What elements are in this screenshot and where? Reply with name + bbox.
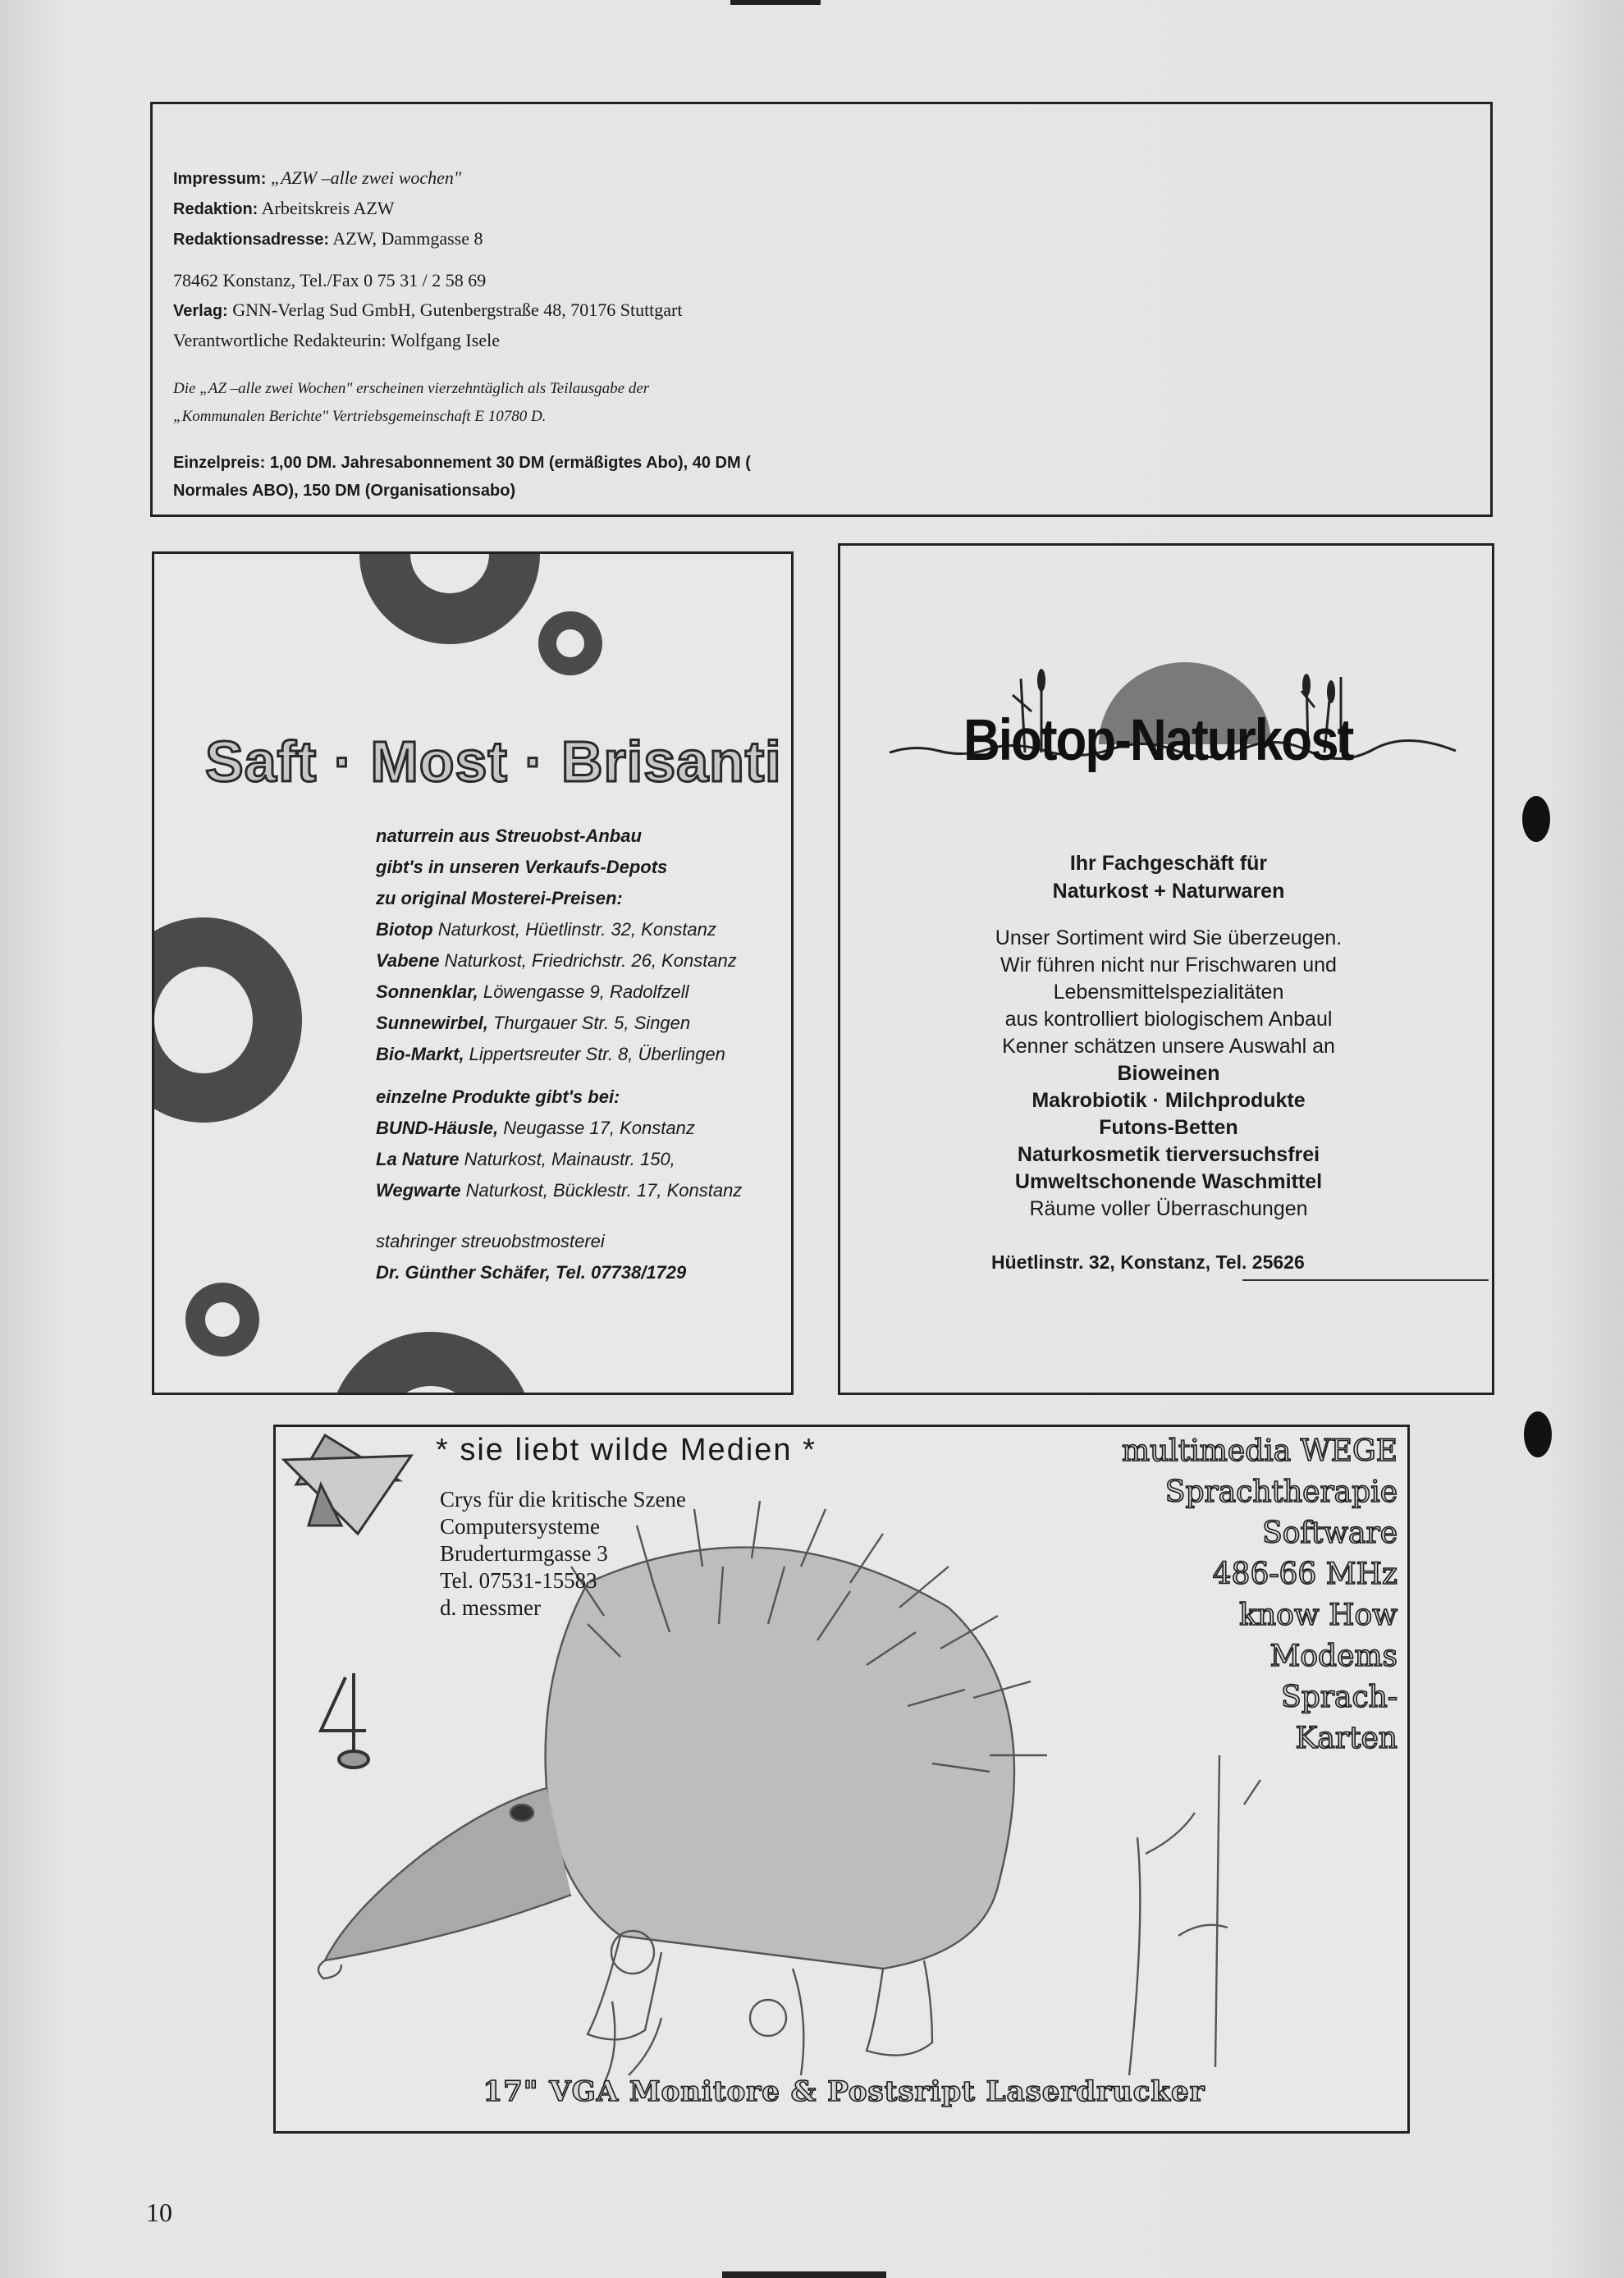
address-line: d. messmer — [440, 1595, 541, 1620]
service-line: Karten — [1295, 1722, 1398, 1755]
impressum-label: Impressum: — [173, 170, 267, 188]
mosterei-name: stahringer streuobstmosterei — [376, 1231, 605, 1251]
subtitle-line: Ihr Fachgeschäft für — [1069, 852, 1268, 875]
star-logo-icon — [284, 1435, 411, 1534]
address-line: Tel. 07531-15583 — [440, 1568, 597, 1593]
address-line: Bruderturmgasse 3 — [440, 1541, 608, 1566]
saft-intro-line: zu original Mosterei-Preisen: — [376, 888, 623, 908]
product-entry: Wegwarte Naturkost, Bücklestr. 17, Konstanz — [376, 1180, 743, 1201]
description-line: Unser Sortiment wird Sie überzeugen. — [995, 926, 1343, 949]
products-heading: einzelne Produkte gibt's bei: — [376, 1086, 620, 1107]
description-line: Makrobiotik · Milchprodukte — [1032, 1089, 1306, 1112]
adresse-line — [173, 224, 1467, 254]
ring-decoration — [328, 1332, 533, 1395]
description-line: Naturkosmetik tierversuchsfrei — [1017, 1143, 1320, 1166]
service-line: 486-66 MHz — [1212, 1558, 1398, 1591]
biotop-description — [840, 925, 1494, 1223]
city-tel-line: 78462 Konstanz, Tel./Fax 0 75 31 / 2 58 69 — [173, 270, 487, 290]
price-line: Einzelpreis: 1,00 DM. Jahresabonnement 30 DM (ermäßigtes Abo), 40 DM ( — [173, 454, 751, 472]
mosterei-contact: Dr. Günther Schäfer, Tel. 07738/1729 — [376, 1262, 687, 1283]
description-line: Wir führen nicht nur Frischwaren und — [1000, 954, 1337, 977]
service-line: multimedia WEGE — [1121, 1434, 1398, 1468]
saft-most-ad — [152, 551, 794, 1395]
verlag-value: GNN-Verlag Sud GmbH, Gutenbergstraße 48, 70176 Stuttgart — [232, 300, 683, 320]
product-entry: BUND-Häusle, Neugasse 17, Konstanz — [376, 1118, 695, 1138]
impressum-line — [173, 163, 1467, 194]
crys-footer: 17" VGA Monitore & Postsript Laserdrucker — [483, 2075, 1205, 2108]
redaktion-value: Arbeitskreis AZW — [261, 198, 395, 218]
page-number: 10 — [146, 2198, 172, 2227]
address-underline — [1242, 1279, 1489, 1281]
crys-slogan: * sie liebt wilde Medien * — [436, 1433, 817, 1467]
description-line: Umweltschonende Waschmittel — [1014, 1170, 1323, 1193]
verantwortlich-line: Verantwortliche Redakteurin: Wolfgang Isele — [173, 330, 500, 350]
biotop-logo — [881, 662, 1472, 774]
service-line: know How — [1239, 1599, 1398, 1632]
description-line: Räume voller Überraschungen — [1029, 1197, 1308, 1220]
saft-intro-line: gibt's in unseren Verkaufs-Depots — [376, 857, 668, 877]
description-line: Futons-Betten — [1099, 1116, 1238, 1139]
crys-computer-ad — [273, 1425, 1410, 2134]
ring-decoration — [185, 1283, 259, 1356]
scan-mark-top — [730, 0, 821, 5]
note-line: Die „AZ –alle zwei Wochen" erscheinen vierzehntäglich als Teilausgabe der — [173, 380, 650, 397]
description-line: Lebensmittelspezialitäten — [1053, 981, 1284, 1004]
punch-hole-upper — [1522, 796, 1550, 842]
service-line: Modems — [1269, 1640, 1398, 1673]
description-line: Kenner schätzen unsere Auswahl an — [1002, 1035, 1335, 1058]
price-line: Normales ABO), 150 DM (Organisationsabo) — [173, 482, 516, 500]
product-entry: La Nature Naturkost, Mainaustr. 150, — [376, 1149, 675, 1169]
description-line: Bioweinen — [1117, 1062, 1220, 1085]
biotop-subtitle — [840, 849, 1494, 905]
depot-entry: Sunnewirbel, Thurgauer Str. 5, Singen — [376, 1013, 691, 1033]
description-line: aus kontrolliert biologischem Anbaul — [1004, 1008, 1333, 1031]
address-line: Computersysteme — [440, 1514, 600, 1539]
note-line: „Kommunalen Berichte" Vertriebsgemeinschaft E 10780 D. — [173, 408, 547, 425]
ring-decoration — [538, 611, 602, 675]
punch-hole-lower — [1524, 1411, 1552, 1457]
ring-decoration — [152, 917, 302, 1123]
depot-entry: Biotop Naturkost, Hüetlinstr. 32, Konstanz — [376, 919, 716, 940]
biotop-logo-text: Biotop-Naturkost — [963, 707, 1353, 774]
saft-title: Saft · Most · Brisanti — [205, 730, 782, 794]
service-line: Sprach- — [1281, 1681, 1398, 1714]
depot-entry: Sonnenklar, Löwengasse 9, Radolfzell — [376, 981, 689, 1002]
depot-entry: Vabene Naturkost, Friedrichstr. 26, Konstanz — [376, 950, 737, 971]
depot-entry: Bio-Markt, Lippertsreuter Str. 8, Überlingen — [376, 1044, 725, 1064]
number-four-icon — [321, 1673, 368, 1768]
saft-intro-line: naturrein aus Streuobst-Anbau — [376, 826, 642, 846]
verlag-line — [173, 295, 1467, 326]
service-line: Software — [1262, 1516, 1398, 1550]
crys-address — [440, 1486, 686, 1622]
saft-body — [376, 821, 794, 1288]
price-info — [173, 449, 1467, 505]
scan-mark-bottom — [722, 2271, 886, 2278]
adresse-label: Redaktionsadresse: — [173, 231, 330, 249]
adresse-value: AZW, Dammgasse 8 — [332, 228, 483, 249]
impressum-box — [150, 102, 1493, 517]
distribution-note — [173, 375, 1467, 431]
impressum-value: „AZW –alle zwei wochen" — [270, 167, 462, 188]
redaktion-label: Redaktion: — [173, 200, 258, 218]
ring-decoration — [359, 551, 540, 644]
biotop-address: Hüetlinstr. 32, Konstanz, Tel. 25626 — [991, 1251, 1305, 1273]
address-line: Crys für die kritische Szene — [440, 1487, 686, 1512]
biotop-naturkost-ad — [838, 543, 1494, 1395]
verlag-label: Verlag: — [173, 302, 228, 320]
redaktion-line — [173, 194, 1467, 224]
service-line: Sprachtherapie — [1164, 1475, 1398, 1509]
crys-services — [1122, 1431, 1398, 1759]
subtitle-line: Naturkost + Naturwaren — [1052, 880, 1285, 903]
